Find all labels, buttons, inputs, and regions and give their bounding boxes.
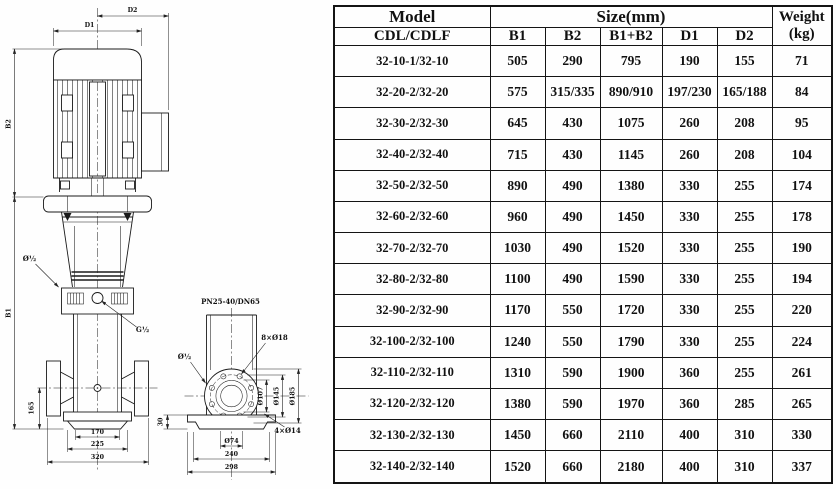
dim-label-dia185: Ø185 — [289, 386, 297, 406]
weight-cell: 337 — [772, 451, 832, 483]
model-cell: 32-140-2/32-140 — [334, 451, 490, 483]
d2-cell: 255 — [717, 326, 772, 357]
b1b2-cell: 2110 — [600, 420, 662, 451]
b1-cell: 715 — [490, 139, 545, 170]
model-cell: 32-100-2/32-100 — [334, 326, 490, 357]
weight-cell: 104 — [772, 139, 832, 170]
weight-label-line2: (kg) — [788, 26, 815, 42]
motor-junction-box — [142, 113, 169, 171]
d1-cell: 330 — [662, 264, 717, 295]
b1-cell: 1240 — [490, 326, 545, 357]
b2-cell: 490 — [545, 264, 600, 295]
col-header-weight — [772, 6, 832, 46]
weight-cell: 95 — [772, 108, 832, 139]
d2-cell: 165/188 — [717, 77, 772, 108]
drawing-canvas — [0, 0, 333, 489]
d2-cell: 255 — [717, 295, 772, 326]
b2-cell: 290 — [545, 46, 600, 77]
table-row — [334, 77, 832, 108]
b2-cell: 590 — [545, 388, 600, 419]
b1b2-cell: 1970 — [600, 388, 662, 419]
weight-cell: 220 — [772, 295, 832, 326]
table-row — [334, 357, 832, 388]
d1-cell: 330 — [662, 295, 717, 326]
col-header-model: Model — [334, 6, 490, 28]
weight-cell: 174 — [772, 170, 832, 201]
model-cell: 32-20-2/32-20 — [334, 77, 490, 108]
d1-cell: 360 — [662, 357, 717, 388]
pump-base-front — [64, 412, 132, 429]
b1-cell: 1520 — [490, 451, 545, 483]
b2-cell: 430 — [545, 108, 600, 139]
base-hole-callout: 4×Ø14 — [274, 426, 301, 435]
col-header-size-group: Size(mm) — [490, 6, 772, 28]
dim-label-225: 225 — [90, 441, 105, 448]
d1-cell: 400 — [662, 420, 717, 451]
dim-label-165: 165 — [28, 401, 36, 415]
flange-spec-label: PN25-40/DN65 — [201, 297, 260, 306]
weight-cell: 265 — [772, 388, 832, 419]
d1-cell: 330 — [662, 170, 717, 201]
b1b2-cell: 1720 — [600, 295, 662, 326]
weight-cell: 261 — [772, 357, 832, 388]
b1b2-cell: 1450 — [600, 201, 662, 232]
d1-cell: 400 — [662, 451, 717, 483]
col-header-series: CDL/CDLF — [334, 28, 490, 46]
table-row — [334, 233, 832, 264]
suction-flange — [47, 361, 74, 416]
d2-cell: 208 — [717, 108, 772, 139]
model-cell: 32-60-2/32-60 — [334, 201, 490, 232]
b2-cell: 430 — [545, 139, 600, 170]
b1b2-cell: 1590 — [600, 264, 662, 295]
d1-cell: 197/230 — [662, 77, 717, 108]
d1-cell: 330 — [662, 201, 717, 232]
weight-cell: 224 — [772, 326, 832, 357]
b1-cell: 1310 — [490, 357, 545, 388]
model-cell: 32-70-2/32-70 — [334, 233, 490, 264]
b1b2-cell: 1790 — [600, 326, 662, 357]
d2-cell: 255 — [717, 170, 772, 201]
weight-label-line1: Weight — [778, 8, 825, 25]
side-view — [158, 297, 309, 480]
table-row — [334, 46, 832, 77]
b1-cell: 1030 — [490, 233, 545, 264]
dim-label-dia74: Ø74 — [224, 438, 239, 445]
table-row — [334, 108, 832, 139]
motor — [54, 49, 142, 178]
port-callout-side: Ø½ — [177, 352, 192, 361]
weight-cell: 178 — [772, 201, 832, 232]
dim-label-d1: D1 — [84, 22, 95, 29]
d1-cell: 330 — [662, 326, 717, 357]
dim-label-dia107: Ø107 — [257, 386, 265, 406]
b2-cell: 550 — [545, 295, 600, 326]
weight-cell: 194 — [772, 264, 832, 295]
model-cell: 32-90-2/32-90 — [334, 295, 490, 326]
b2-cell: 660 — [545, 451, 600, 483]
dim-label-d2: D2 — [127, 7, 138, 14]
front-view — [6, 7, 169, 470]
table-row — [334, 139, 832, 170]
d2-cell: 255 — [717, 264, 772, 295]
d2-cell: 208 — [717, 139, 772, 170]
d2-cell: 255 — [717, 357, 772, 388]
b1b2-cell: 795 — [600, 46, 662, 77]
col-header-b1b2: B1+B2 — [600, 28, 662, 46]
b2-cell: 490 — [545, 233, 600, 264]
dim-label-b1: B1 — [5, 308, 13, 318]
discharge-flange — [122, 361, 149, 416]
b1b2-cell: 1145 — [600, 139, 662, 170]
d1-cell: 190 — [662, 46, 717, 77]
table-row — [334, 451, 832, 483]
d1-cell: 360 — [662, 388, 717, 419]
d2-cell: 255 — [717, 201, 772, 232]
dim-label-298: 298 — [224, 464, 239, 471]
d2-cell: 285 — [717, 388, 772, 419]
gauge-callout: G½ — [135, 325, 150, 334]
model-cell: 32-50-2/32-50 — [334, 170, 490, 201]
b2-cell: 590 — [545, 357, 600, 388]
d2-cell: 255 — [717, 233, 772, 264]
dimension-table-body — [334, 46, 832, 484]
b2-cell: 660 — [545, 420, 600, 451]
table-row — [334, 264, 832, 295]
dim-label-dia145: Ø145 — [273, 386, 281, 406]
dim-label-240: 240 — [224, 451, 239, 458]
b1b2-cell: 890/910 — [600, 77, 662, 108]
table-row — [334, 170, 832, 201]
col-header-b2: B2 — [545, 28, 600, 46]
weight-cell: 190 — [772, 233, 832, 264]
dimension-table — [333, 5, 833, 484]
col-header-d2: D2 — [717, 28, 772, 46]
b1-cell: 1380 — [490, 388, 545, 419]
b1-cell: 890 — [490, 170, 545, 201]
b1-cell: 505 — [490, 46, 545, 77]
table-row — [334, 420, 832, 451]
model-cell: 32-120-2/32-120 — [334, 388, 490, 419]
dim-label-320: 320 — [90, 454, 105, 461]
d1-cell: 260 — [662, 108, 717, 139]
b1-cell: 575 — [490, 77, 545, 108]
model-cell: 32-110-2/32-110 — [334, 357, 490, 388]
d2-cell: 155 — [717, 46, 772, 77]
table-row — [334, 326, 832, 357]
dimension-table-wrap — [333, 5, 831, 484]
b1b2-cell: 1900 — [600, 357, 662, 388]
col-header-b1: B1 — [490, 28, 545, 46]
weight-cell: 330 — [772, 420, 832, 451]
b1-cell: 645 — [490, 108, 545, 139]
pump-head — [62, 288, 134, 314]
b1-cell: 1170 — [490, 295, 545, 326]
dim-label-b2: B2 — [5, 119, 13, 129]
b1-cell: 1100 — [490, 264, 545, 295]
model-cell: 32-30-2/32-30 — [334, 108, 490, 139]
d2-cell: 310 — [717, 420, 772, 451]
dim-label-170: 170 — [90, 429, 105, 436]
b1b2-cell: 2180 — [600, 451, 662, 483]
gauge-port — [92, 293, 103, 304]
d1-cell: 330 — [662, 233, 717, 264]
weight-cell: 84 — [772, 77, 832, 108]
d2-cell: 310 — [717, 451, 772, 483]
b2-cell: 490 — [545, 201, 600, 232]
model-cell: 32-10-1/32-10 — [334, 46, 490, 77]
b1b2-cell: 1075 — [600, 108, 662, 139]
model-cell: 32-40-2/32-40 — [334, 139, 490, 170]
b2-cell: 315/335 — [545, 77, 600, 108]
d1-cell: 260 — [662, 139, 717, 170]
table-row — [334, 388, 832, 419]
b1b2-cell: 1520 — [600, 233, 662, 264]
port-callout-left: Ø½ — [22, 254, 37, 263]
b2-cell: 550 — [545, 326, 600, 357]
b2-cell: 490 — [545, 170, 600, 201]
header-row-2 — [334, 28, 832, 46]
table-row — [334, 295, 832, 326]
model-cell: 32-130-2/32-130 — [334, 420, 490, 451]
weight-cell: 71 — [772, 46, 832, 77]
bolt-callout: 8×Ø18 — [261, 333, 288, 342]
model-cell: 32-80-2/32-80 — [334, 264, 490, 295]
col-header-d1: D1 — [662, 28, 717, 46]
b1b2-cell: 1380 — [600, 170, 662, 201]
table-row — [334, 201, 832, 232]
dim-label-30: 30 — [157, 417, 165, 427]
header-row-1 — [334, 6, 832, 28]
b1-cell: 1450 — [490, 420, 545, 451]
b1-cell: 960 — [490, 201, 545, 232]
pump-technical-drawing — [0, 0, 333, 489]
